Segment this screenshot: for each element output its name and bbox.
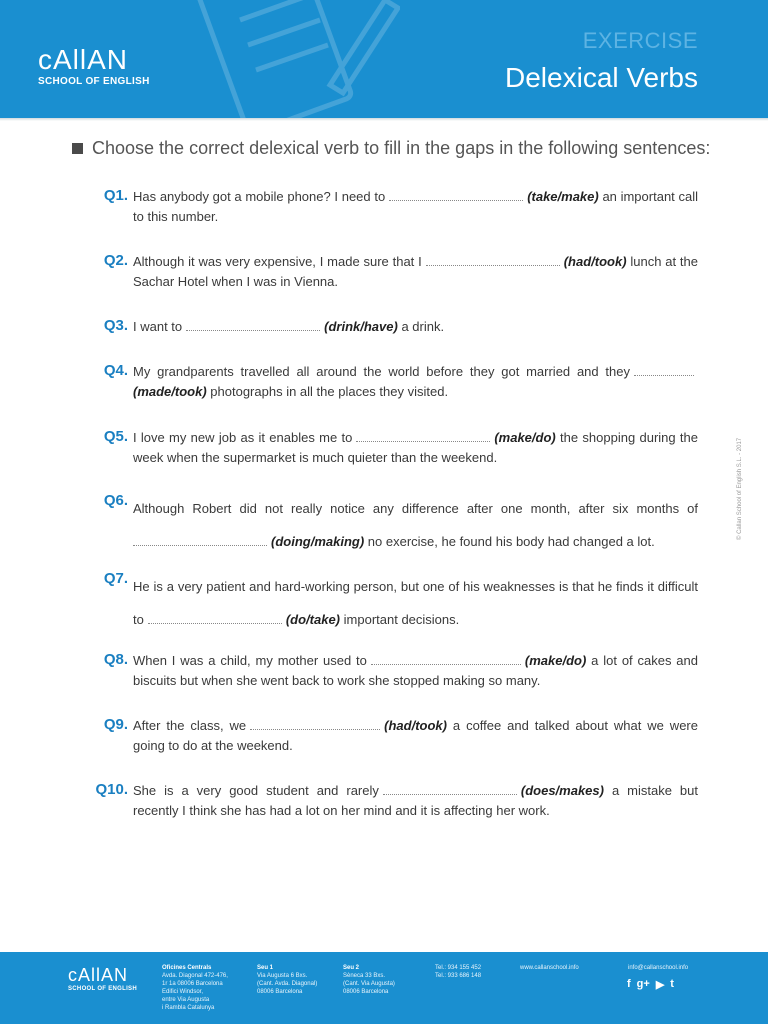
question-text <box>133 570 698 636</box>
address-line: Avda. Diagonal 472-476, <box>162 973 228 979</box>
address-heading: Seu 2 <box>343 965 360 971</box>
answer-gap[interactable] <box>371 663 521 665</box>
address-line: Via Augusta 6 Bxs. <box>257 973 308 979</box>
header-divider <box>0 118 768 121</box>
question-text <box>133 252 698 292</box>
question-text-before: Although Robert did not really notice any difference after one month, after six months of <box>133 501 698 516</box>
verb-choice: (made/took) <box>133 384 207 399</box>
instruction-text: Choose the correct delexical verb to fill in the gaps in the following sentences: <box>92 138 711 158</box>
question-text-after: a drink. <box>401 319 445 334</box>
address-line: Sèneca 33 Bxs. <box>343 973 386 979</box>
square-bullet-icon <box>72 143 83 154</box>
question-number: Q8. <box>103 651 128 668</box>
phone-number[interactable]: Tel.: 934 155 452 <box>435 965 482 971</box>
address-line: Edifici Windsor, <box>162 989 204 995</box>
question-text-before: Although it was very expensive, I made sure that I <box>133 254 422 269</box>
question-text-after: an important call to this number. <box>133 189 698 224</box>
question-text-after: no exercise, he found his body had changed a lot. <box>367 534 655 549</box>
question-text-before: After the class, we <box>133 718 247 733</box>
question-text <box>133 492 698 558</box>
address-head-office <box>162 964 228 1012</box>
question-number: Q10. <box>95 781 128 798</box>
question-text-before: She is a very good student and rarely <box>133 783 379 798</box>
question-text-before: My grandparents travelled all around the world before they got married and they <box>133 364 630 379</box>
address-line: i Rambla Catalunya <box>162 1005 215 1011</box>
question-text-before-line2: difficult to <box>133 579 698 627</box>
logo-subtitle: SCHOOL OF ENGLISH <box>38 76 150 87</box>
notepad-pencil-watermark-icon <box>180 0 400 118</box>
facebook-icon[interactable]: f <box>627 978 631 990</box>
question-text-after: a lot of cakes and biscuits but when she went back to work she stopped making so many. <box>133 653 699 688</box>
address-line: 08006 Barcelona <box>257 989 303 995</box>
instruction <box>72 138 710 159</box>
question-number: Q3. <box>103 317 128 334</box>
answer-gap[interactable] <box>148 622 282 624</box>
question-text <box>133 187 698 227</box>
question-text-after: a coffee and talked about what we were going to do at the weekend. <box>133 718 698 753</box>
verb-choice: (make/do) <box>524 653 587 668</box>
address-line: 08006 Barcelona <box>343 989 389 995</box>
verb-choice: (do/take) <box>285 612 341 627</box>
question-number: Q1. <box>103 187 128 204</box>
question-number: Q2. <box>103 252 128 269</box>
question-text <box>133 651 698 691</box>
address-line: entre Via Augusta <box>162 997 210 1003</box>
question-text-before: I love my new job as it enables me to <box>133 430 353 445</box>
page-footer <box>0 952 768 1024</box>
answer-gap[interactable] <box>634 374 694 376</box>
verb-choice: (doing/making) <box>271 534 365 549</box>
question-text-after: photographs in all the places they visited. <box>210 384 449 399</box>
answer-gap[interactable] <box>426 264 560 266</box>
verb-choice: (drink/have) <box>324 319 398 334</box>
twitter-icon[interactable]: t <box>670 978 674 990</box>
address-line: (Cant. Via Augusta) <box>343 981 395 987</box>
copyright-notice: © Callan School of English S.L. - 2017 <box>737 437 743 540</box>
question-number: Q6. <box>103 492 128 509</box>
address-line: (Cant. Avda. Diagonal) <box>257 981 318 987</box>
phone-number[interactable]: Tel.: 933 686 148 <box>435 973 482 979</box>
question-text <box>133 362 698 402</box>
question-text-before: He is a very patient and hard-working person, but one of his weaknesses is that he finds it <box>133 579 654 594</box>
question-text-before: When I was a child, my mother used to <box>133 653 367 668</box>
page-title: Delexical Verbs <box>505 62 698 93</box>
youtube-icon[interactable]: ▶ <box>655 979 665 991</box>
answer-gap[interactable] <box>250 728 380 730</box>
address-heading: Seu 1 <box>257 965 274 971</box>
phone-numbers <box>435 964 481 980</box>
address-branch-1 <box>257 964 317 996</box>
email-link[interactable]: info@callanschool.info <box>628 965 689 971</box>
question-text-before: I want to <box>133 319 183 334</box>
question-number: Q4. <box>103 362 128 379</box>
verb-choice: (had/took) <box>563 254 627 269</box>
answer-gap[interactable] <box>383 793 517 795</box>
question-number: Q7. <box>103 570 128 587</box>
answer-gap[interactable] <box>186 329 320 331</box>
logo-subtitle: SCHOOL OF ENGLISH <box>68 986 137 992</box>
website-link[interactable]: www.callanschool.info <box>520 965 579 971</box>
answer-gap[interactable] <box>389 199 523 201</box>
question-text-after: a mistake but recently I think she has had a lot on her mind and it is affecting her work. <box>133 783 698 818</box>
question-text-before: Has anybody got a mobile phone? I need to <box>133 189 386 204</box>
question-text-after: the shopping during the week when the supermarket is much quieter than the weekend. <box>133 430 698 465</box>
verb-choice: (does/makes) <box>520 783 604 798</box>
page-header <box>0 0 768 118</box>
logo-wordmark: cAllAN <box>38 44 129 75</box>
verb-choice: (take/make) <box>527 189 599 204</box>
question-text <box>133 716 698 756</box>
social-links <box>627 978 674 991</box>
question-number: Q5. <box>103 428 128 445</box>
address-branch-2 <box>343 964 395 996</box>
question-text <box>133 317 698 337</box>
callan-logo <box>38 46 150 87</box>
logo-wordmark: cAllAN <box>68 965 129 985</box>
question-text-after: lunch at the Sachar Hotel when I was in Vienna. <box>133 254 698 289</box>
question-text <box>133 781 698 821</box>
answer-gap[interactable] <box>133 544 267 546</box>
question-text <box>133 428 698 468</box>
footer-callan-logo <box>68 966 137 992</box>
verb-choice: (had/took) <box>384 718 447 733</box>
verb-choice: (make/do) <box>494 430 556 445</box>
question-number: Q9. <box>103 716 128 733</box>
exercise-label: EXERCISE <box>582 28 698 53</box>
question-text-after: important decisions. <box>343 612 460 627</box>
answer-gap[interactable] <box>356 440 490 442</box>
address-heading: Oficines Centrals <box>162 965 212 971</box>
address-line: 1r 1a 08006 Barcelona <box>162 981 223 987</box>
google-plus-icon[interactable]: g+ <box>636 978 650 990</box>
